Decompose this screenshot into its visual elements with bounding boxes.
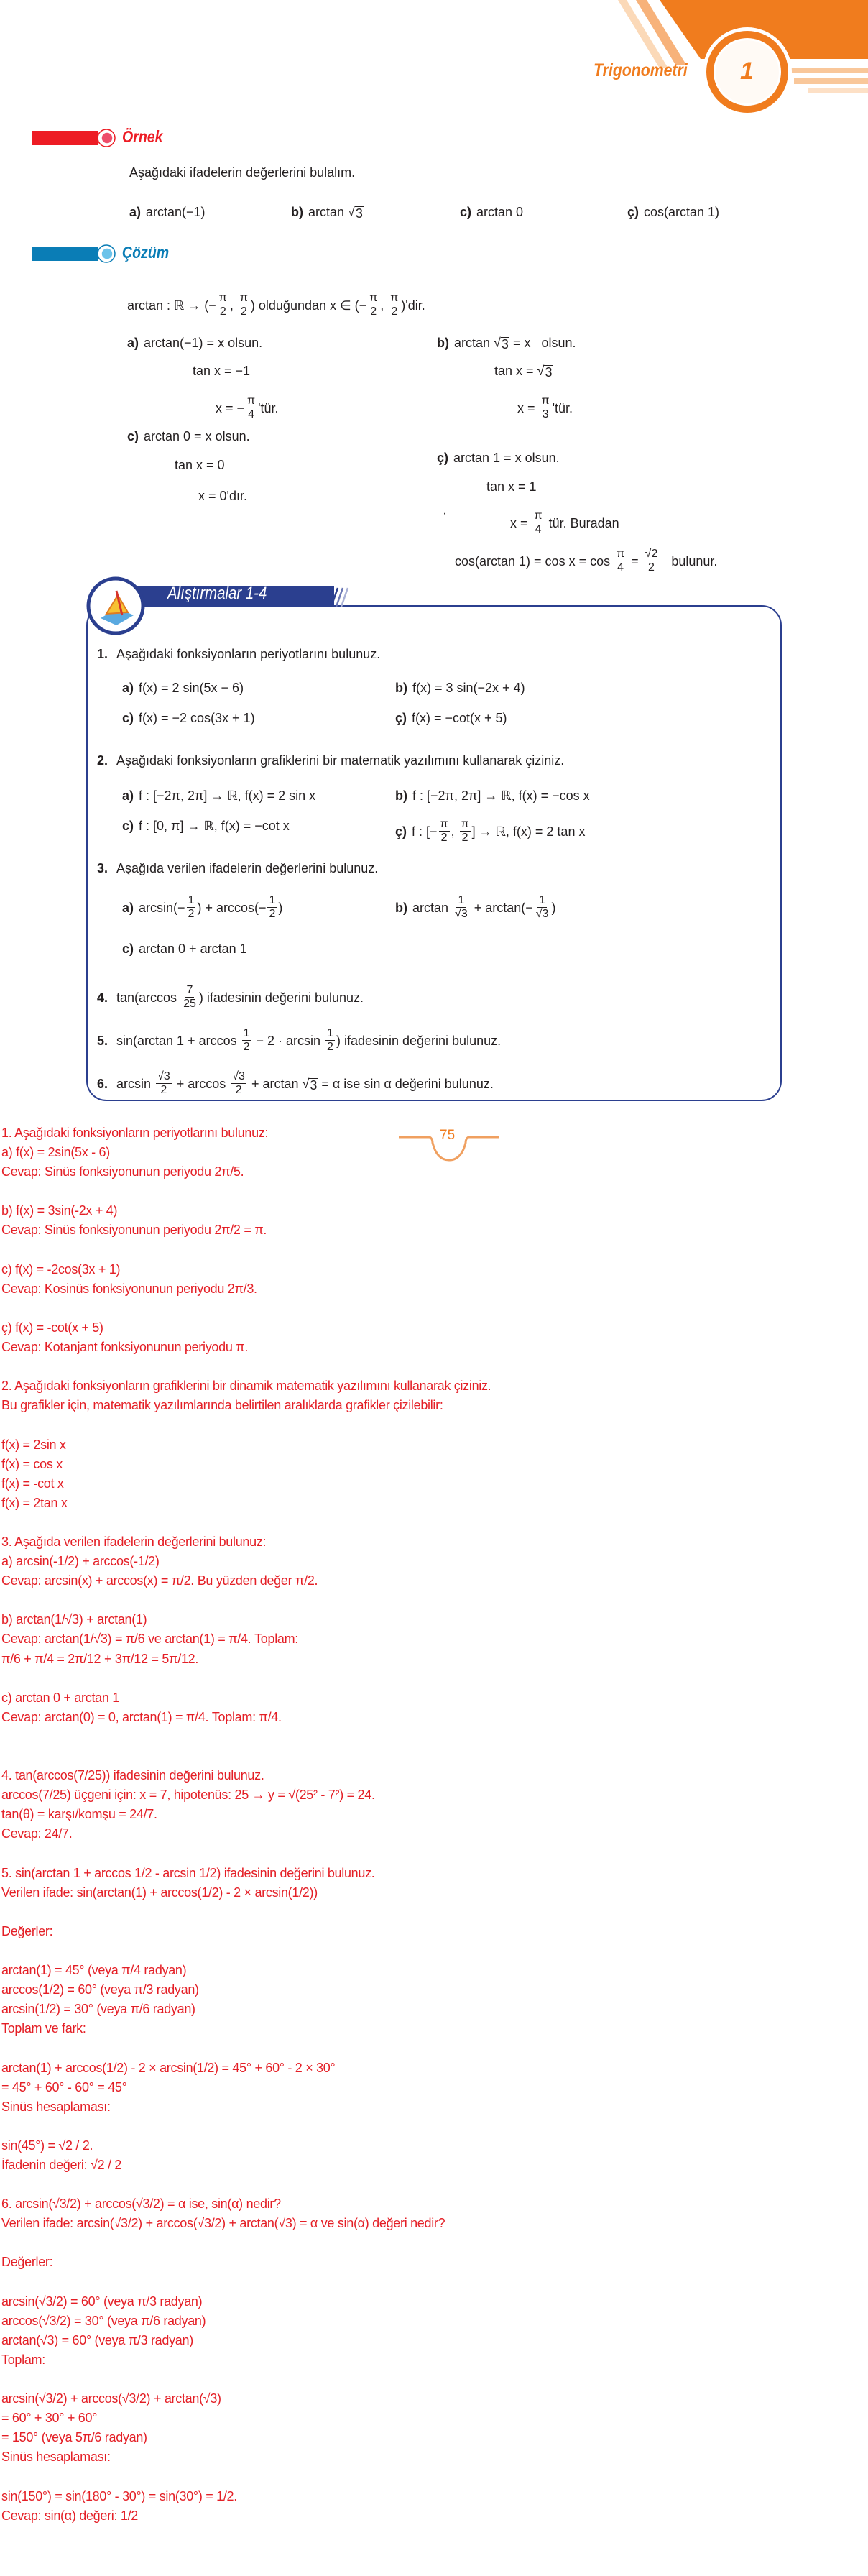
- answer-line: Değerler:: [1, 2255, 53, 2270]
- answer-line: = 45° + 60° - 60° = 45°: [1, 2079, 127, 2094]
- fraction: [239, 292, 249, 318]
- fraction: [182, 984, 198, 1011]
- math-expression: [116, 1027, 501, 1054]
- numerator: π: [369, 292, 378, 304]
- fraction: [439, 818, 450, 845]
- answer-line: arccos(1/2) = 60° (veya π/3 radyan): [1, 1982, 199, 1997]
- math-text: ) olduğundan x ∈ (−: [250, 298, 367, 313]
- item-key: c): [122, 711, 134, 725]
- exercise-2-item-b: [395, 788, 590, 804]
- denominator: 2: [219, 305, 226, 318]
- radicand: 3: [310, 1077, 318, 1092]
- chapter-number: 1: [740, 58, 754, 85]
- square-root: [537, 363, 553, 379]
- solution-cc-line-3: [510, 510, 619, 536]
- page-number: 75: [440, 1128, 456, 1143]
- math-expression: [116, 984, 364, 1011]
- math-text: tan x =: [494, 364, 537, 378]
- math-text: cos(arctan 1) = cos x = cos: [455, 553, 614, 569]
- math-expression: arctan(−1) = x olsun.: [144, 336, 263, 350]
- item-key: b): [395, 788, 407, 803]
- item-key: b): [437, 336, 449, 350]
- item-key: a): [122, 681, 134, 695]
- math-expression: [139, 894, 282, 921]
- answer-line: Cevap: Sinüs fonksiyonunun periyodu 2π/5.: [1, 1164, 244, 1179]
- denominator: 2: [440, 832, 448, 844]
- answer-line: 6. arcsin(√3/2) + arccos(√3/2) = α ise, sin(α) nedir?: [1, 2196, 281, 2212]
- item-key: ç): [627, 205, 640, 219]
- solution-cc-line-1: [437, 450, 560, 466]
- denominator: 2: [160, 1084, 167, 1096]
- solution-c-line-1: [127, 428, 250, 444]
- math-text: = x olsun.: [509, 336, 576, 350]
- numerator: π: [461, 818, 469, 830]
- question-number: 6.: [97, 1076, 108, 1091]
- answer-line: Cevap: arctan(1/√3) = π/6 ve arctan(1) = π/4. Toplam:: [1, 1632, 299, 1647]
- math-text: ) ifadesinin değerini bulunuz.: [336, 1033, 502, 1048]
- denominator: 2: [391, 305, 398, 318]
- question-number: 5.: [97, 1033, 108, 1048]
- math-text: ,: [229, 298, 237, 313]
- exercise-2-prompt: [97, 753, 564, 768]
- question-text: Aşağıdaki fonksiyonların grafiklerini bir matematik yazılımını kullanarak çiziniz.: [116, 753, 565, 768]
- square-root: [348, 204, 364, 220]
- square-root: [494, 335, 509, 351]
- radicand: 3: [501, 337, 509, 351]
- math-text: arctan : ℝ → (−: [127, 298, 216, 313]
- math-text: =: [627, 553, 642, 569]
- math-text: − 2 · arcsin: [252, 1033, 325, 1048]
- square-root: [302, 1076, 318, 1092]
- exercise-1-item-a: [122, 680, 244, 696]
- answer-line: = 60° + 30° + 60°: [1, 2411, 98, 2426]
- answer-line: ç) f(x) = -cot(x + 5): [1, 1320, 103, 1335]
- answer-line: 1. Aşağıdaki fonksiyonların periyotlarını bulunuz:: [1, 1126, 269, 1140]
- numerator: π: [218, 292, 227, 304]
- blank-line: [1, 1747, 491, 1766]
- answer-line: Cevap: sin(α) değeri: 1/2: [1, 2508, 138, 2523]
- math-text: tan(arccos: [116, 990, 181, 1005]
- exercise-1-prompt: [97, 646, 380, 662]
- answer-line: Cevap: 24/7.: [1, 1826, 73, 1841]
- blank-line: [1, 1241, 491, 1260]
- answer-line: arctan(1) = 45° (veya π/4 radyan): [1, 1963, 187, 1978]
- exercise-1-item-cc: [395, 710, 507, 726]
- solution-c-line-2: tan x = 0: [175, 458, 225, 472]
- question-number: 1.: [97, 647, 108, 661]
- answer-line: b) f(x) = 3sin(-2x + 4): [1, 1203, 118, 1218]
- example-tag-graphic: [29, 126, 122, 151]
- item-key: c): [122, 942, 134, 956]
- solution-cc-line-4: [455, 548, 717, 574]
- blank-line: [1, 2467, 491, 2486]
- answer-line: tan(θ) = karşı/komşu = 24/7.: [1, 1807, 157, 1822]
- math-expression: [116, 1070, 494, 1097]
- numerator: 1: [269, 894, 276, 906]
- solution-intro: [127, 292, 425, 318]
- answer-line: Cevap: Sinüs fonksiyonunun periyodu 2π/2 = π.: [1, 1223, 267, 1238]
- item-key: ç): [395, 711, 407, 725]
- math-text: arcsin: [116, 1076, 155, 1091]
- numerator: 1: [243, 1027, 250, 1039]
- numerator: 1: [458, 894, 465, 906]
- exercise-2-item-cc: [395, 818, 585, 845]
- exercise-4: [97, 984, 364, 1011]
- math-expression: f : [0, π] → ℝ, f(x) = −cot x: [139, 819, 290, 833]
- answer-line: Bu grafikler için, matematik yazılımlarında belirtilen aralıklarda grafikler çizilebilir:: [1, 1398, 443, 1413]
- math-text: sin(arctan 1 + arccos: [116, 1033, 241, 1048]
- item-key: ç): [395, 824, 407, 839]
- denominator: 2: [269, 908, 276, 920]
- numerator: 7: [186, 984, 193, 996]
- answer-line: c) arctan 0 + arctan 1: [1, 1690, 119, 1705]
- answer-line: f(x) = 2sin x: [1, 1437, 66, 1452]
- answer-line: f(x) = cos x: [1, 1456, 63, 1471]
- item-key: a): [127, 336, 139, 350]
- fraction: [460, 818, 471, 845]
- answer-line: İfadenin değeri: √2 / 2: [1, 2157, 122, 2172]
- answer-line: f(x) = 2tan x: [1, 1495, 68, 1510]
- answer-line: Değerler:: [1, 1923, 53, 1938]
- denominator: 2: [327, 1041, 333, 1053]
- solution-label: Çözüm: [122, 243, 170, 262]
- radical-sign-icon: √: [494, 336, 501, 350]
- denominator: 2: [461, 832, 468, 844]
- denominator: 25: [183, 998, 196, 1010]
- answer-line: Cevap: arcsin(x) + arccos(x) = π/2. Bu yüzden değer π/2.: [1, 1573, 318, 1588]
- math-text: ): [278, 900, 283, 915]
- item-key: b): [395, 900, 407, 915]
- fraction: [533, 510, 544, 536]
- math-expression: arctan 0 = x olsun.: [144, 429, 250, 443]
- radical-sign-icon: √: [302, 1076, 310, 1091]
- question-text: Aşağıdaki fonksiyonların periyotlarını bulunuz.: [116, 647, 381, 661]
- math-text: ] → ℝ, f(x) = 2 tan x: [471, 824, 586, 839]
- answer-line: c) f(x) = -2cos(3x + 1): [1, 1261, 121, 1276]
- radicand: 3: [545, 365, 553, 380]
- math-text: 'tür.: [258, 400, 279, 415]
- numerator: 1: [327, 1027, 333, 1039]
- math-text: )'dir.: [401, 298, 425, 313]
- math-expression: f : [−2π, 2π] → ℝ, f(x) = −cos x: [412, 788, 590, 803]
- exercise-3-item-c: [122, 941, 247, 957]
- exercise-3-prompt: [97, 860, 378, 876]
- section-title: Trigonometri: [594, 60, 688, 80]
- blank-line: [1, 1903, 491, 1922]
- solution-tag-graphic: [29, 242, 122, 267]
- math-text: ) ifadesinin değerini bulunuz.: [198, 990, 364, 1005]
- question-number: 4.: [97, 990, 108, 1005]
- answer-line: Toplam ve fark:: [1, 2021, 86, 2036]
- fraction: [246, 395, 257, 421]
- numerator: 1: [188, 894, 195, 906]
- answer-line: arcsin(1/2) = 30° (veya π/6 radyan): [1, 2002, 195, 2017]
- item-key: b): [291, 205, 303, 219]
- denominator: 2: [188, 908, 195, 920]
- math-expression: [412, 818, 585, 845]
- answer-line: 3. Aşağıda verilen ifadelerin değerlerini bulunuz:: [1, 1534, 267, 1549]
- example-item-b: [291, 204, 364, 220]
- example-item-cc: [627, 204, 719, 220]
- math-text: ,: [380, 298, 388, 313]
- fraction: [453, 894, 469, 921]
- question-number: 2.: [97, 753, 108, 768]
- answers-text: [1, 1123, 491, 2526]
- blank-line: [1, 1669, 491, 1688]
- math-expression: arctan 0 + arctan 1: [139, 942, 247, 956]
- item-key: a): [122, 788, 134, 803]
- solution-b-line-3: [517, 395, 573, 421]
- blank-line: [1, 1415, 491, 1435]
- denominator: √3: [535, 908, 549, 920]
- math-text: ) + arccos(−: [197, 900, 267, 915]
- denominator: 2: [370, 305, 377, 318]
- math-expression: arctan 1 = x olsun.: [453, 451, 560, 465]
- math-text: + arccos: [172, 1076, 230, 1091]
- blank-line: [1, 1941, 491, 1961]
- denominator: 4: [248, 408, 254, 420]
- answer-line: Verilen ifade: sin(arctan(1) + arccos(1/2) - 2 × arcsin(1/2)): [1, 1885, 318, 1900]
- numerator: π: [440, 818, 448, 830]
- math-expression: f(x) = −2 cos(3x + 1): [139, 711, 255, 725]
- solution-cc-line-2: tan x = 1: [486, 479, 537, 494]
- blank-line: [1, 1591, 491, 1610]
- numerator: π: [239, 292, 248, 304]
- radical-sign-icon: √: [348, 205, 355, 219]
- answer-line: Cevap: arctan(0) = 0, arctan(1) = π/4. Toplam: π/4.: [1, 1709, 282, 1724]
- question-number: 3.: [97, 861, 108, 875]
- numerator: π: [541, 395, 550, 407]
- math-expression: f(x) = 3 sin(−2x + 4): [412, 681, 525, 695]
- fraction: [156, 1070, 172, 1097]
- math-text: x =: [517, 400, 539, 415]
- fraction: [267, 894, 277, 921]
- item-key: c): [460, 205, 472, 219]
- numerator: √3: [232, 1070, 245, 1082]
- answer-line: a) f(x) = 2sin(5x - 6): [1, 1145, 110, 1160]
- item-key: c): [127, 429, 139, 443]
- fraction: [242, 1027, 251, 1054]
- numerator: π: [534, 510, 542, 522]
- blank-line: [1, 1513, 491, 1532]
- item-key: a): [122, 900, 134, 915]
- example-prompt: Aşağıdaki ifadelerin değerlerini bulalım.: [129, 165, 356, 180]
- math-expression: [412, 894, 555, 921]
- answer-line: Verilen ifade: arcsin(√3/2) + arccos(√3/2) + arctan(√3) = α ve sin(α) değeri nedir?: [1, 2216, 445, 2231]
- answer-line: 4. tan(arccos(7/25)) ifadesinin değerini bulunuz.: [1, 1768, 264, 1783]
- fraction: [389, 292, 400, 318]
- math-text: + arctan: [247, 1076, 303, 1091]
- numerator: π: [617, 548, 625, 560]
- blank-line: [1, 1727, 491, 1747]
- denominator: 2: [235, 1084, 242, 1096]
- exercise-1-item-b: [395, 680, 525, 696]
- answer-line: Sinüs hesaplaması:: [1, 2099, 111, 2114]
- math-text: ,: [451, 824, 458, 839]
- answer-line: b) arctan(1/√3) + arctan(1): [1, 1612, 147, 1627]
- answer-line: arcsin(√3/2) = 60° (veya π/3 radyan): [1, 2294, 203, 2309]
- numerator: √2: [645, 548, 658, 560]
- fraction: [535, 894, 550, 921]
- fraction: [540, 395, 551, 421]
- blank-line: [1, 1299, 491, 1318]
- denominator: √3: [455, 908, 468, 920]
- blank-line: [1, 2038, 491, 2058]
- math-text: tür. Buradan: [545, 515, 619, 530]
- math-text: ): [551, 900, 556, 915]
- math-text: arctan: [308, 205, 348, 219]
- math-text: arctan: [412, 900, 453, 915]
- example-item-c: [460, 204, 523, 220]
- math-text: 'tür.: [552, 400, 573, 415]
- fraction: [326, 1027, 335, 1054]
- fraction: [368, 292, 379, 318]
- numerator: √3: [157, 1070, 170, 1082]
- solution-b-line-2: [494, 363, 553, 379]
- answer-line: π/6 + π/4 = 2π/12 + 3π/12 = 5π/12.: [1, 1651, 199, 1666]
- blank-line: [1, 2273, 491, 2292]
- numerator: 1: [539, 894, 546, 906]
- answer-line: sin(150°) = sin(180° - 30°) = sin(30°) = 1/2.: [1, 2488, 237, 2503]
- answer-line: Toplam:: [1, 2352, 45, 2367]
- stray-comma: ,: [443, 506, 446, 516]
- answer-line: sin(45°) = √2 / 2.: [1, 2138, 93, 2153]
- blank-line: [1, 1357, 491, 1376]
- math-expression: arctan(−1): [146, 205, 206, 219]
- denominator: 2: [648, 561, 655, 574]
- answer-line: arctan(1) + arccos(1/2) - 2 × arcsin(1/2) = 45° + 60° - 2 × 30°: [1, 2060, 336, 2075]
- item-key: ç): [437, 451, 449, 465]
- question-text: Aşağıda verilen ifadelerin değerlerini bulunuz.: [116, 861, 379, 875]
- answer-line: arctan(√3) = 60° (veya π/3 radyan): [1, 2332, 193, 2347]
- exercise-3-item-a: [122, 894, 282, 921]
- solution-b-line-1: [437, 335, 576, 351]
- chapter-header-graphic: [0, 0, 868, 129]
- answer-line: Sinüs hesaplaması:: [1, 2450, 111, 2465]
- math-text: f : [−: [412, 824, 438, 839]
- math-expression: cos(arctan 1): [644, 205, 720, 219]
- solution-a-line-1: [127, 335, 262, 351]
- item-key: b): [395, 681, 407, 695]
- answer-line: 2. Aşağıdaki fonksiyonların grafiklerini bir dinamik matematik yazılımını kullanarak çiziniz.: [1, 1379, 491, 1394]
- numerator: π: [247, 395, 256, 407]
- fraction: [231, 1070, 246, 1097]
- exercise-6: [97, 1070, 494, 1097]
- fraction: [644, 548, 660, 574]
- answer-line: 5. sin(arctan 1 + arccos 1/2 - arcsin 1/2) ifadesinin değerini bulunuz.: [1, 1865, 375, 1880]
- fraction: [187, 894, 196, 921]
- exercise-3-item-b: [395, 894, 555, 921]
- blank-line: [1, 2117, 491, 2136]
- blank-line: [1, 2370, 491, 2389]
- radical-sign-icon: √: [537, 364, 545, 378]
- example-item-a: [129, 204, 206, 220]
- blank-line: [1, 1182, 491, 1201]
- radicand: 3: [355, 206, 363, 221]
- fraction: [615, 548, 626, 574]
- answer-line: = 150° (veya 5π/6 radyan): [1, 2430, 147, 2445]
- math-text: arctan: [454, 336, 494, 350]
- numerator: π: [390, 292, 399, 304]
- solution-c-line-3: x = 0'dır.: [198, 489, 247, 503]
- math-expression: [308, 204, 364, 220]
- blank-line: [1, 2175, 491, 2194]
- math-expression: [454, 335, 576, 351]
- exercises-title: Alıştırmalar 1-4: [167, 584, 267, 603]
- item-key: c): [122, 819, 134, 833]
- math-text: = α ise sin α değerini bulunuz.: [318, 1076, 494, 1091]
- exercise-2-item-a: [122, 788, 315, 804]
- item-key: a): [129, 205, 142, 219]
- math-text: x =: [510, 515, 532, 530]
- denominator: 3: [542, 408, 549, 420]
- math-text: bulunur.: [660, 553, 718, 569]
- solution-a-line-2: tan x = −1: [193, 364, 251, 378]
- exercise-2-item-c: [122, 818, 290, 834]
- fraction: [218, 292, 228, 318]
- denominator: 2: [243, 1041, 250, 1053]
- answer-line: Cevap: Kotanjant fonksiyonunun periyodu π.: [1, 1340, 249, 1355]
- denominator: 4: [617, 561, 624, 574]
- answer-line: Cevap: Kosinüs fonksiyonunun periyodu 2π/3.: [1, 1281, 257, 1296]
- math-text: + arctan(−: [470, 900, 533, 915]
- answer-line: arccos(√3/2) = 30° (veya π/6 radyan): [1, 2313, 206, 2328]
- solution-a-line-3: [216, 395, 279, 421]
- exercise-5: [97, 1027, 501, 1054]
- blank-line: [1, 1844, 491, 1863]
- math-expression: f(x) = 2 sin(5x − 6): [139, 681, 244, 695]
- math-expression: arctan 0: [476, 205, 524, 219]
- math-text: arcsin(−: [139, 900, 185, 915]
- example-label: Örnek: [122, 127, 163, 146]
- blank-line: [1, 2233, 491, 2253]
- denominator: 4: [535, 523, 542, 535]
- exercise-1-item-c: [122, 710, 255, 726]
- math-text: x = −: [216, 400, 245, 415]
- denominator: 2: [240, 305, 247, 318]
- answer-line: arcsin(√3/2) + arccos(√3/2) + arctan(√3): [1, 2391, 221, 2406]
- math-expression: f(x) = −cot(x + 5): [412, 711, 507, 725]
- answer-line: a) arcsin(-1/2) + arccos(-1/2): [1, 1554, 160, 1569]
- answer-line: f(x) = -cot x: [1, 1476, 64, 1491]
- math-expression: f : [−2π, 2π] → ℝ, f(x) = 2 sin x: [139, 788, 316, 803]
- answer-line: arccos(7/25) üçgeni için: x = 7, hipotenüs: 25 → y = √(25² - 7²) = 24.: [1, 1788, 375, 1803]
